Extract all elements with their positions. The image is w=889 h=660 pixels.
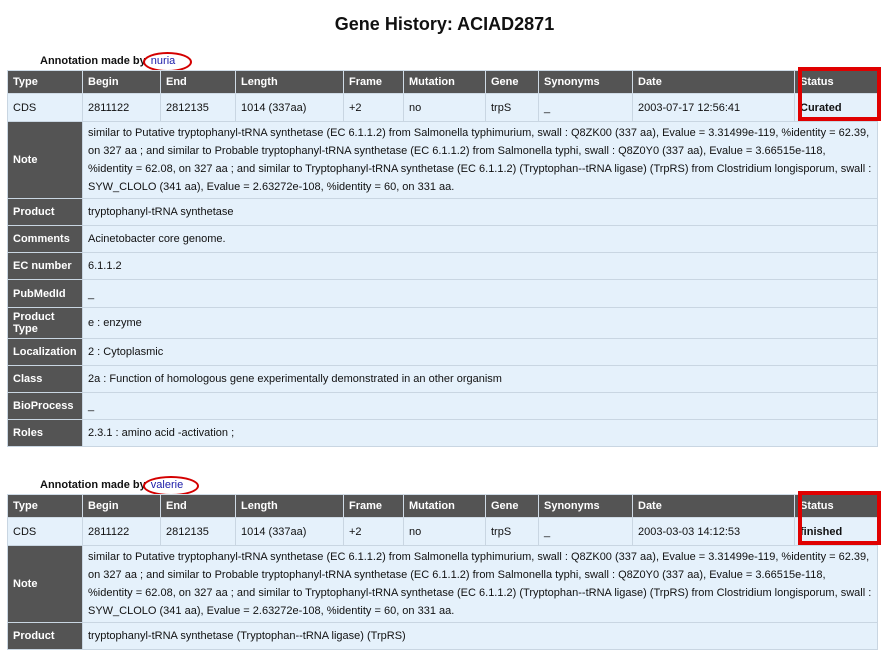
ec-number-row bbox=[8, 253, 878, 280]
col-length: Length bbox=[236, 71, 344, 94]
table-row bbox=[8, 518, 878, 546]
header-row bbox=[8, 495, 878, 518]
status-badge: Curated bbox=[795, 94, 878, 122]
col-length: Length bbox=[236, 495, 344, 518]
col-gene: Gene bbox=[486, 495, 539, 518]
col-begin: Begin bbox=[83, 71, 161, 94]
cell-end: 2812135 bbox=[161, 94, 236, 122]
class-value: 2a : Function of homologous gene experimentally demonstrated in an other organism bbox=[83, 366, 878, 393]
product-value: tryptophanyl-tRNA synthetase (Tryptophan--tRNA ligase) (TrpRS) bbox=[83, 623, 878, 650]
note-row bbox=[8, 546, 878, 623]
annotator-link-valerie[interactable]: valerie bbox=[150, 479, 184, 491]
col-date: Date bbox=[633, 71, 795, 94]
cell-begin: 2811122 bbox=[83, 94, 161, 122]
cell-begin: 2811122 bbox=[83, 518, 161, 546]
col-type: Type bbox=[8, 495, 83, 518]
localization-label: Localization bbox=[8, 339, 83, 366]
cell-gene: trpS bbox=[486, 94, 539, 122]
cell-frame: +2 bbox=[344, 518, 404, 546]
status-highlight-box bbox=[798, 491, 881, 545]
ec-number-value: 6.1.1.2 bbox=[83, 253, 878, 280]
table-row bbox=[8, 94, 878, 122]
col-date: Date bbox=[633, 495, 795, 518]
col-mutation: Mutation bbox=[404, 495, 486, 518]
roles-row bbox=[8, 420, 878, 447]
roles-value: 2.3.1 : amino acid -activation ; bbox=[83, 420, 878, 447]
cell-type: CDS bbox=[8, 518, 83, 546]
col-begin: Begin bbox=[83, 495, 161, 518]
ec-number-label: EC number bbox=[8, 253, 83, 280]
product-type-label: Product Type bbox=[8, 308, 83, 339]
annotator-link-nuria[interactable]: nuria bbox=[150, 55, 176, 67]
cell-length: 1014 (337aa) bbox=[236, 518, 344, 546]
col-end: End bbox=[161, 71, 236, 94]
page-title: Gene History: ACIAD2871 bbox=[334, 14, 555, 34]
product-type-row bbox=[8, 308, 878, 339]
status-badge: finished bbox=[795, 518, 878, 546]
col-mutation: Mutation bbox=[404, 71, 486, 94]
annotation-made-by-label: Annotation made by bbox=[40, 55, 146, 67]
pubmed-row bbox=[8, 280, 878, 308]
note-text: similar to Putative tryptophanyl-tRNA synthetase (EC 6.1.1.2) from Salmonella typhimurium, swall : Q8ZK00 (337 aa), Evalue = 3.31499e-119, %identity = 62.39, on 327 aa ; and similar to Probable tryptophanyl-tRNA synthetase (EC 6.1.1.2) from Salmonella typhi, swall : Q8Z0Y0 (337 aa), Evalue = 3.66515e-118, %identity = 62.08, on 327 aa ; and similar to Tryptophanyl-tRNA synthetase (EC 6.1.1.2) (Tryptophan--tRNA ligase) (TrpRS) from Clostridium longisporum, swall : SYW_CLOLO (341 aa), Evalue = 2.63272e-108, %identity = 60, on 331 aa. bbox=[83, 546, 878, 623]
cell-date: 2003-03-03 14:12:53 bbox=[633, 518, 795, 546]
comments-label: Comments bbox=[8, 226, 83, 253]
class-label: Class bbox=[8, 366, 83, 393]
col-synonyms: Synonyms bbox=[539, 495, 633, 518]
col-status: Status bbox=[795, 71, 878, 94]
cell-synonyms: _ bbox=[539, 94, 633, 122]
col-gene: Gene bbox=[486, 71, 539, 94]
col-frame: Frame bbox=[344, 495, 404, 518]
header-row bbox=[8, 71, 878, 94]
product-row bbox=[8, 199, 878, 226]
note-label: Note bbox=[8, 122, 83, 199]
col-frame: Frame bbox=[344, 71, 404, 94]
note-row bbox=[8, 122, 878, 199]
product-row bbox=[8, 623, 878, 650]
col-status: Status bbox=[795, 495, 878, 518]
note-label: Note bbox=[8, 546, 83, 623]
product-value: tryptophanyl-tRNA synthetase bbox=[83, 199, 878, 226]
bioprocess-label: BioProcess bbox=[8, 393, 83, 420]
cell-length: 1014 (337aa) bbox=[236, 94, 344, 122]
pubmed-label: PubMedId bbox=[8, 280, 83, 308]
cell-synonyms: _ bbox=[539, 518, 633, 546]
cell-date: 2003-07-17 12:56:41 bbox=[633, 94, 795, 122]
annotation-made-by-label: Annotation made by bbox=[40, 479, 146, 491]
bioprocess-value: _ bbox=[83, 393, 878, 420]
col-type: Type bbox=[8, 71, 83, 94]
cell-mutation: no bbox=[404, 94, 486, 122]
status-highlight-box bbox=[798, 67, 881, 121]
highlight-oval bbox=[143, 476, 199, 496]
col-synonyms: Synonyms bbox=[539, 71, 633, 94]
comments-row bbox=[8, 226, 878, 253]
roles-label: Roles bbox=[8, 420, 83, 447]
pubmed-value: _ bbox=[83, 280, 878, 308]
localization-value: 2 : Cytoplasmic bbox=[83, 339, 878, 366]
class-row bbox=[8, 366, 878, 393]
highlight-oval bbox=[143, 52, 192, 72]
annotation-table bbox=[7, 494, 878, 650]
cell-type: CDS bbox=[8, 94, 83, 122]
cell-gene: trpS bbox=[486, 518, 539, 546]
product-label: Product bbox=[8, 199, 83, 226]
product-type-value: e : enzyme bbox=[83, 308, 878, 339]
comments-value: Acinetobacter core genome. bbox=[83, 226, 878, 253]
annotation-table bbox=[7, 70, 878, 447]
cell-mutation: no bbox=[404, 518, 486, 546]
cell-frame: +2 bbox=[344, 94, 404, 122]
localization-row bbox=[8, 339, 878, 366]
product-label: Product bbox=[8, 623, 83, 650]
col-end: End bbox=[161, 495, 236, 518]
bioprocess-row bbox=[8, 393, 878, 420]
note-text: similar to Putative tryptophanyl-tRNA synthetase (EC 6.1.1.2) from Salmonella typhimurium, swall : Q8ZK00 (337 aa), Evalue = 3.31499e-119, %identity = 62.39, on 327 aa ; and similar to Probable tryptophanyl-tRNA synthetase (EC 6.1.1.2) from Salmonella typhi, swall : Q8Z0Y0 (337 aa), Evalue = 3.66515e-118, %identity = 62.08, on 327 aa ; and similar to Tryptophanyl-tRNA synthetase (EC 6.1.1.2) (Tryptophan--tRNA ligase) (TrpRS) from Clostridium longisporum, swall : SYW_CLOLO (341 aa), Evalue = 2.63272e-108, %identity = 60, on 331 aa. bbox=[83, 122, 878, 199]
cell-end: 2812135 bbox=[161, 518, 236, 546]
